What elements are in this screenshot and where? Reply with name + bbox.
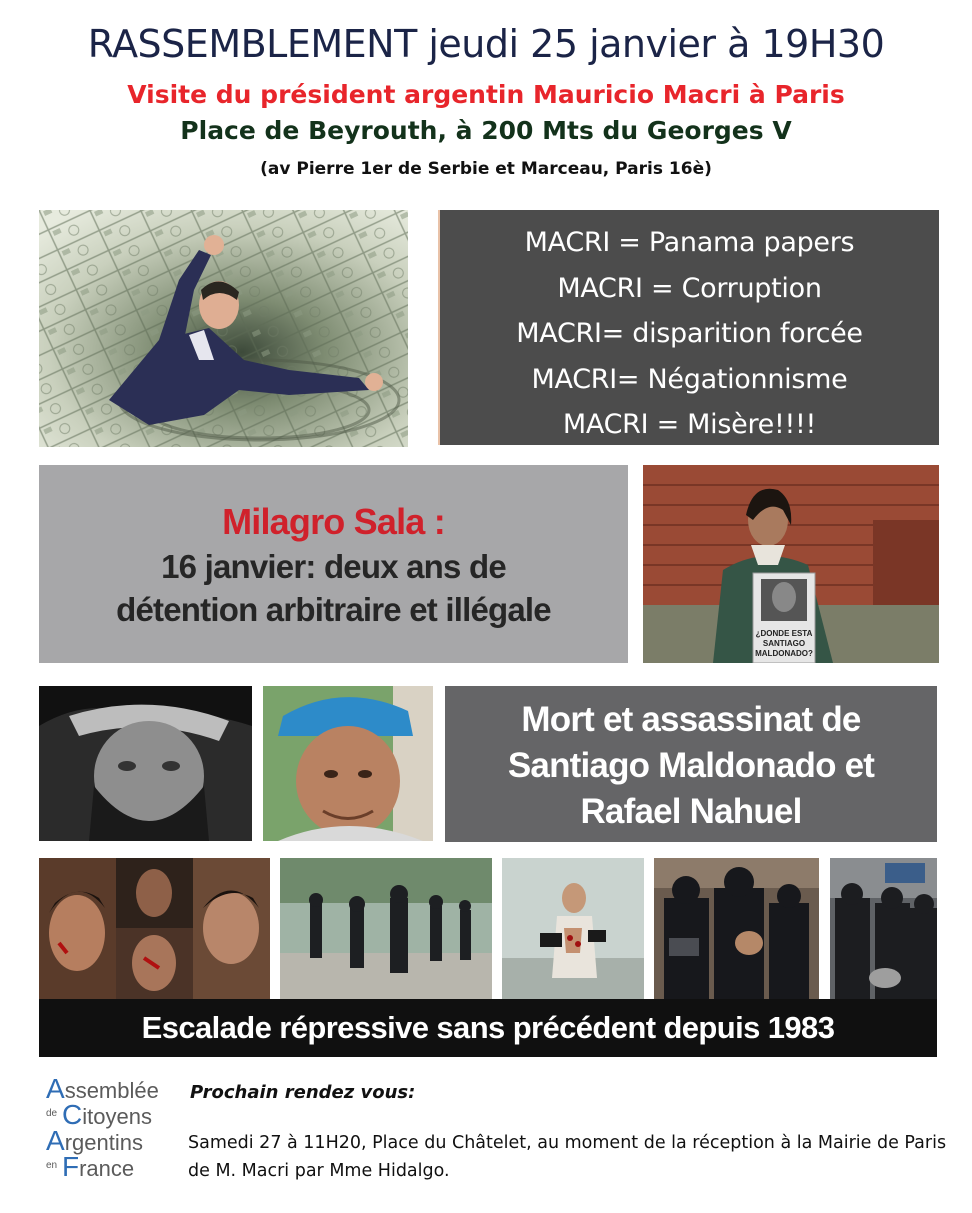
police-crowd-photo [830,858,937,999]
sign-text-2: SANTIAGO [762,639,806,648]
poster-subtitle: Visite du président argentin Mauricio Macri à Paris [127,80,845,109]
next-meeting-heading: Prochain rendez vous: [190,1082,416,1103]
macri-line-3: MACRI= disparition forcée [516,318,863,349]
mort-line-1: Mort et assassinat de [521,700,861,739]
mort-line-2: Santiago Maldonado et [507,746,875,785]
poster-title: RASSEMBLEMENT jeudi 25 janvier à 19H30 [87,22,885,66]
milagro-sala-line-2: détention arbitraire et illégale [116,591,551,628]
photographer-photo [502,858,644,999]
macri-line-2: MACRI = Corruption [557,272,822,304]
milagro-sala-photo [643,465,939,663]
sign-text-1: ¿DONDE ESTA [755,629,813,638]
milagro-sala-line-1: 16 janvier: deux ans de [161,548,506,585]
police-arrest-photo [654,858,819,999]
macri-line-4: MACRI= Négationnisme [531,363,848,395]
sign-text-3: MALDONADO? [755,649,813,658]
macri-money-photo [39,210,408,447]
macri-accusations-box [438,210,939,445]
acaf-logo: Assemblée de Citoyens Argentins en France [46,1073,159,1182]
mort-line-3: Rafael Nahuel [580,792,802,831]
milagro-sala-box [39,465,628,663]
poster-place: Place de Beyrouth, à 200 Mts du Georges V [180,116,792,145]
poster-address: (av Pierre 1er de Serbie et Marceau, Paris 16è) [260,159,712,179]
santiago-maldonado-photo [39,686,252,841]
milagro-sala-name: Milagro Sala : [222,501,445,542]
police-street-photo [280,858,492,999]
mort-assassinat-box [445,686,937,842]
injured-youths-photo [39,858,270,999]
escalade-banner: Escalade répressive sans précédent depuis 1983 [39,999,937,1057]
rafael-nahuel-photo [263,686,433,841]
macri-line-5: MACRI = Misère!!!! [562,409,817,440]
macri-line-1: MACRI = Panama papers [524,227,855,258]
next-meeting-details: Samedi 27 à 11H20, Place du Châtelet, au moment de la réception à la Mairie de Paris de M. Macri par Mme Hidalgo. [188,1133,947,1181]
